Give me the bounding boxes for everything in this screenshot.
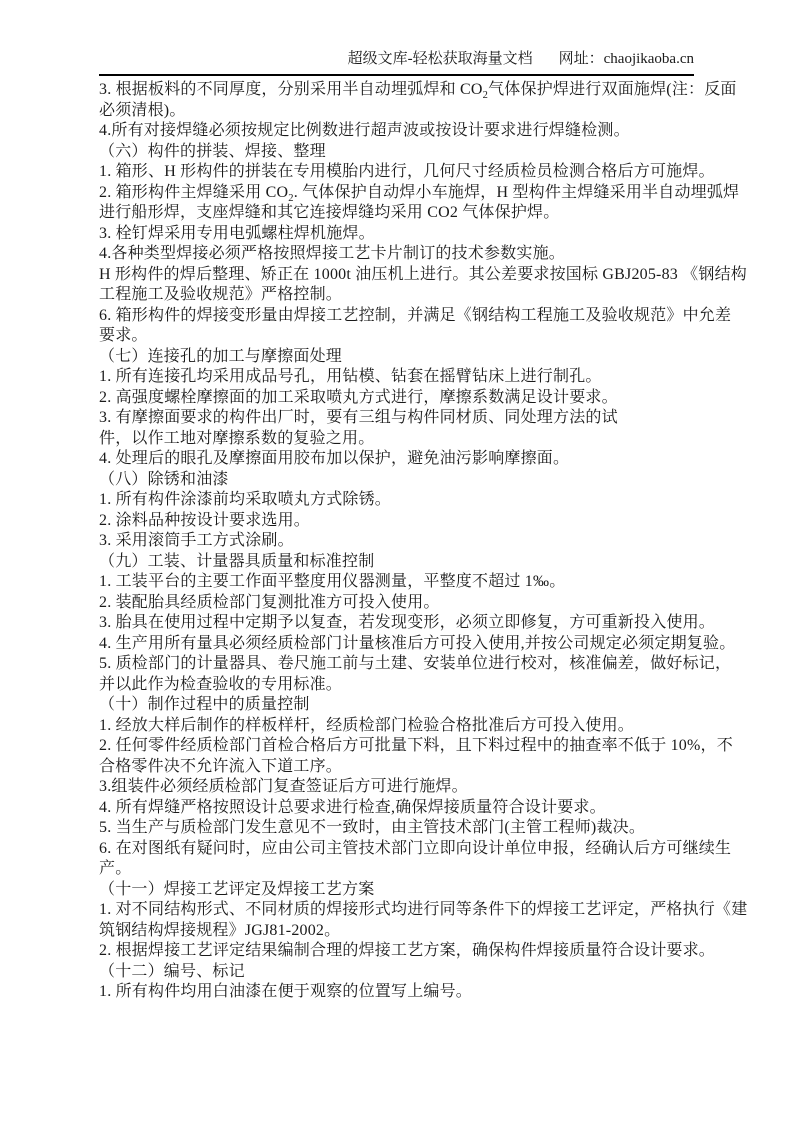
text-line: （八）除锈和油漆 (99, 470, 229, 488)
text-line: （十）制作过程中的质量控制 (99, 696, 310, 713)
text-line: 2. 任何零件经质检部门首检合格后方可批量下料，且下料过程中的抽查率不低于 10%，不 (99, 737, 733, 754)
text-line: （十二）编号、标记 (99, 962, 245, 980)
header-site-label: 超级文库-轻松获取海量文档 (347, 51, 533, 67)
text-line: 2. 高强度螺栓摩擦面的加工采取喷丸方式进行，摩擦系数满足设计要求。 (99, 388, 618, 406)
document-body (99, 80, 748, 1003)
text-line: 2. 装配胎具经质检部门复测批准方可投入使用。 (99, 593, 440, 611)
text-line: 必须清根)。 (99, 101, 186, 119)
text-line: 1. 箱形、H 形构件的拼装在专用模胎内进行，几何尺寸经质检员检测合格后方可施焊。 (99, 163, 715, 180)
text-line: 2. 涂料品种按设计要求选用。 (99, 511, 311, 529)
text-line: 4. 所有焊缝严格按照设计总要求进行检查,确保焊接质量符合设计要求。 (99, 798, 606, 816)
text-line: 4. 生产用所有量具必须经质检部门计量核准后方可投入使用,并按公司规定必须定期复验。 (99, 634, 736, 652)
text-line: 4.各种类型焊接必须严格按照焊接工艺卡片制订的技术参数实施。 (99, 245, 566, 262)
text-line: 1. 对不同结构形式、不同材质的焊接形式均进行同等条件下的焊接工艺评定，严格执行《建 (99, 901, 748, 918)
text-line: 要求。 (99, 327, 148, 344)
text-line: 6. 箱形构件的焊接变形量由焊接工艺控制，并满足《钢结构工程施工及验收规范》中允差 (99, 306, 732, 324)
text-line: 1. 所有连接孔均采用成品号孔，用钻模、钻套在摇臂钻床上进行制孔。 (99, 368, 602, 385)
text-line: 2. 箱形构件主焊缝采用 $CO_2$. 气体保护自动焊小车施焊，H 型构件主焊缝采用半自动埋弧焊 (99, 183, 740, 204)
text-line: 3. 栓钉焊采用专用电弧螺柱焊机施焊。 (99, 224, 375, 242)
text-line: （六）构件的拼装、焊接、整理 (99, 142, 326, 160)
text-line: 进行船形焊，支座焊缝和其它连接焊缝均采用 CO2 气体保护焊。 (99, 204, 560, 221)
text-line: 1. 工装平台的主要工作面平整度用仪器测量，平整度不超过 1‰。 (99, 573, 566, 590)
text-line: （七）连接孔的加工与摩擦面处理 (99, 347, 343, 365)
text-line: 并以此作为检查验收的专用标准。 (99, 675, 343, 693)
text-line: 产。 (99, 860, 132, 877)
text-line: 5. 质检部门的计量器具、卷尺施工前与土建、安装单位进行校对，核准偏差，做好标记， (99, 655, 732, 672)
text-line: 6. 在对图纸有疑问时，应由公司主管技术部门立即向设计单位申报，经确认后方可继续生 (99, 839, 732, 857)
text-line: 工程施工及验收规范》严格控制。 (99, 286, 343, 303)
text-line: 3.组装件必须经质检部门复查签证后方可进行施焊。 (99, 778, 468, 795)
text-line: 2. 根据焊接工艺评定结果编制合理的焊接工艺方案，确保构件焊接质量符合设计要求。 (99, 942, 716, 959)
text-line: 1. 所有构件均用白油漆在便于观察的位置写上编号。 (99, 983, 473, 1000)
text-line: 筑钢结构焊接规程》JGJ81-2002。 (99, 921, 341, 939)
text-line: （十一）焊接工艺评定及焊接工艺方案 (99, 880, 375, 898)
text-line: 件，以作工地对摩擦系数的复验之用。 (99, 429, 375, 447)
text-line: 3. 胎具在使用过程中定期予以复查，若发现变形，必须立即修复，方可重新投入使用。 (99, 614, 716, 631)
text-line: 3. 有摩擦面要求的构件出厂时，要有三组与构件同材质、同处理方法的试 (99, 409, 618, 426)
text-line: 1. 所有构件涂漆前均采取喷丸方式除锈。 (99, 491, 392, 508)
text-line: 4.所有对接焊缝必须按规定比例数进行超声波或按设计要求进行焊缝检测。 (99, 122, 630, 139)
text-line: 3. 根据板料的不同厚度，分别采用半自动埋弧焊和 $CO_2$气体保护焊进行双面施焊(注：反面 (99, 81, 737, 102)
text-line: （九）工装、计量器具质量和标准控制 (99, 552, 375, 570)
text-line: 4. 处理后的眼孔及摩擦面用胶布加以保护，避免油污影响摩擦面。 (99, 450, 570, 467)
text-line: 3. 采用滚筒手工方式涂刷。 (99, 532, 294, 549)
page-header (99, 50, 694, 76)
text-line: H 形构件的焊后整理、矫正在 1000t 油压机上进行。其公差要求按国标 GBJ205-83 《钢结构 (99, 265, 747, 283)
text-line: 1. 经放大样后制作的样板样杆，经质检部门检验合格批准后方可投入使用。 (99, 716, 635, 734)
header-url-label: 网址：chaojikaoba.cn (558, 51, 694, 67)
text-line: 合格零件决不允许流入下道工序。 (99, 757, 343, 775)
text-line: 5. 当生产与质检部门发生意见不一致时，由主管技术部门(主管工程师)裁决。 (99, 819, 646, 836)
